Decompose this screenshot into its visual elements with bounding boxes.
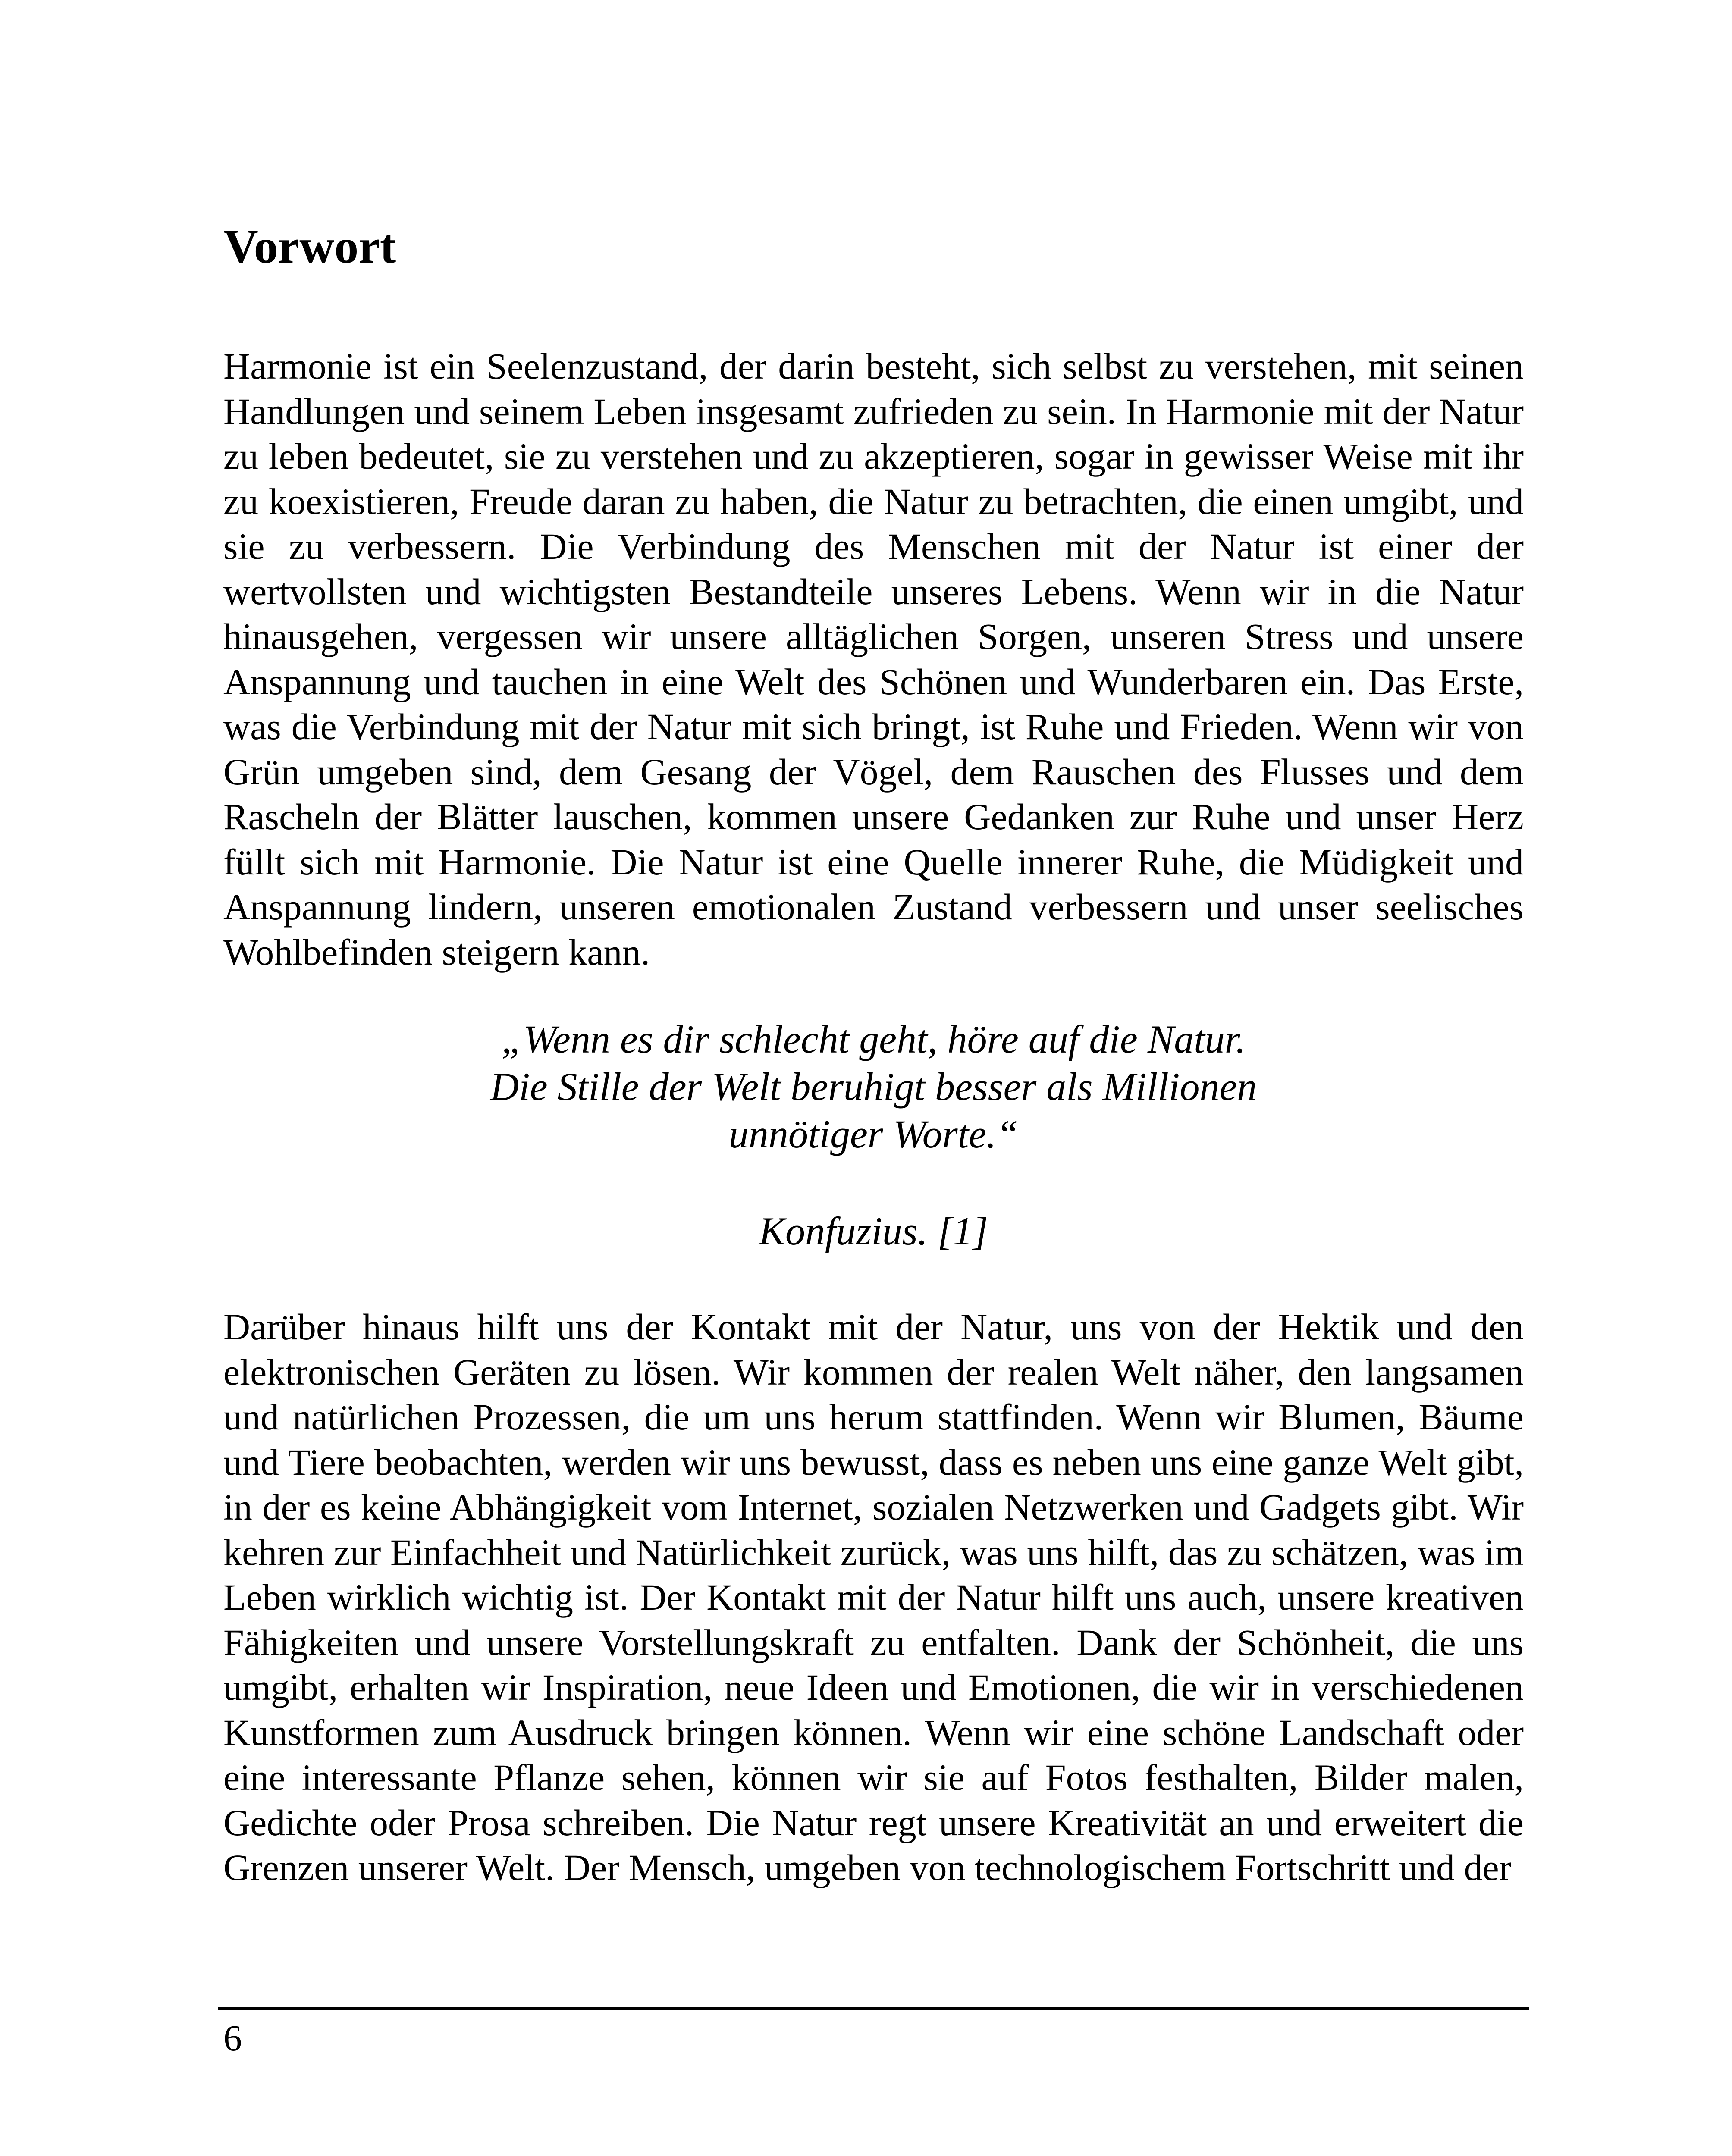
page-number: 6: [223, 2017, 242, 2059]
quote-block: [223, 1015, 1524, 1158]
paragraph-intro: Harmonie ist ein Seelenzustand, der darin besteht, sich selbst zu verstehen, mit seinen Handlungen und seinem Leben insgesamt zufrieden zu sein. In Harmonie mit der Natur zu leben bedeutet, sie zu verstehen und zu akzeptieren, sogar in gewisser Weise mit ihr zu koexistieren, Freude daran zu haben, die Natur zu betrachten, die einen umgibt, und sie zu verbessern. Die Verbindung des Menschen mit der Natur ist einer der wertvollsten und wichtigsten Bestandteile unseres Lebens. Wenn wir in die Natur hinausgehen, vergessen wir unsere alltäglichen Sorgen, unseren Stress und unsere Anspannung und tauchen in eine Welt des Schönen und Wunderbaren ein. Das Erste, was die Verbindung mit der Natur mit sich bringt, ist Ruhe und Frieden. Wenn wir von Grün umgeben sind, dem Gesang der Vögel, dem Rauschen des Flusses und dem Rascheln der Blätter lauschen, kommen unsere Gedanken zur Ruhe und unser Herz füllt sich mit Harmonie. Die Natur ist eine Quelle innerer Ruhe, die Müdigkeit und Anspannung lindern, unseren emotionalen Zustand verbessern und unser seelisches Wohlbefinden steigern kann.: [223, 345, 1524, 973]
page-title: Vorwort: [223, 220, 396, 273]
footer-divider: [218, 2007, 1529, 2010]
quote-attribution: Konfuzius. [1]: [759, 1209, 988, 1253]
quote-line-1: „Wenn es dir schlecht geht, höre auf die Natur.: [501, 1017, 1246, 1061]
paragraph-continuation: Darüber hinaus hilft uns der Kontakt mit der Natur, uns von der Hektik und den elektronischen Geräten zu lösen. Wir kommen der realen Welt näher, den langsamen und natürlichen Prozessen, die um uns herum stattfinden. Wenn wir Blumen, Bäume und Tiere beobachten, werden wir uns bewusst, dass es neben uns eine ganze Welt gibt, in der es keine Abhängigkeit vom Internet, sozialen Netzwerken und Gadgets gibt. Wir kehren zur Einfachheit und Natürlichkeit zurück, was uns hilft, das zu schätzen, was im Leben wirklich wichtig ist. Der Kontakt mit der Natur hilft uns auch, unsere kreativen Fähigkeiten und unsere Vorstellungskraft zu entfalten. Dank der Schönheit, die uns umgibt, erhalten wir Inspiration, neue Ideen und Emotionen, die wir in verschiedenen Kunstformen zum Ausdruck bringen können. Wenn wir eine schöne Landschaft oder eine interessante Pflanze sehen, können wir sie auf Fotos festhalten, Bilder malen, Gedichte oder Prosa schreiben. Die Natur regt unsere Kreativität an und erweitert die Grenzen unserer Welt. Der Mensch, umgeben von technologischem Fortschritt und der: [223, 1306, 1524, 1888]
quote-line-3: unnötiger Worte.“: [728, 1112, 1019, 1156]
quote-line-2: Die Stille der Welt beruhigt besser als Millionen: [490, 1065, 1257, 1109]
